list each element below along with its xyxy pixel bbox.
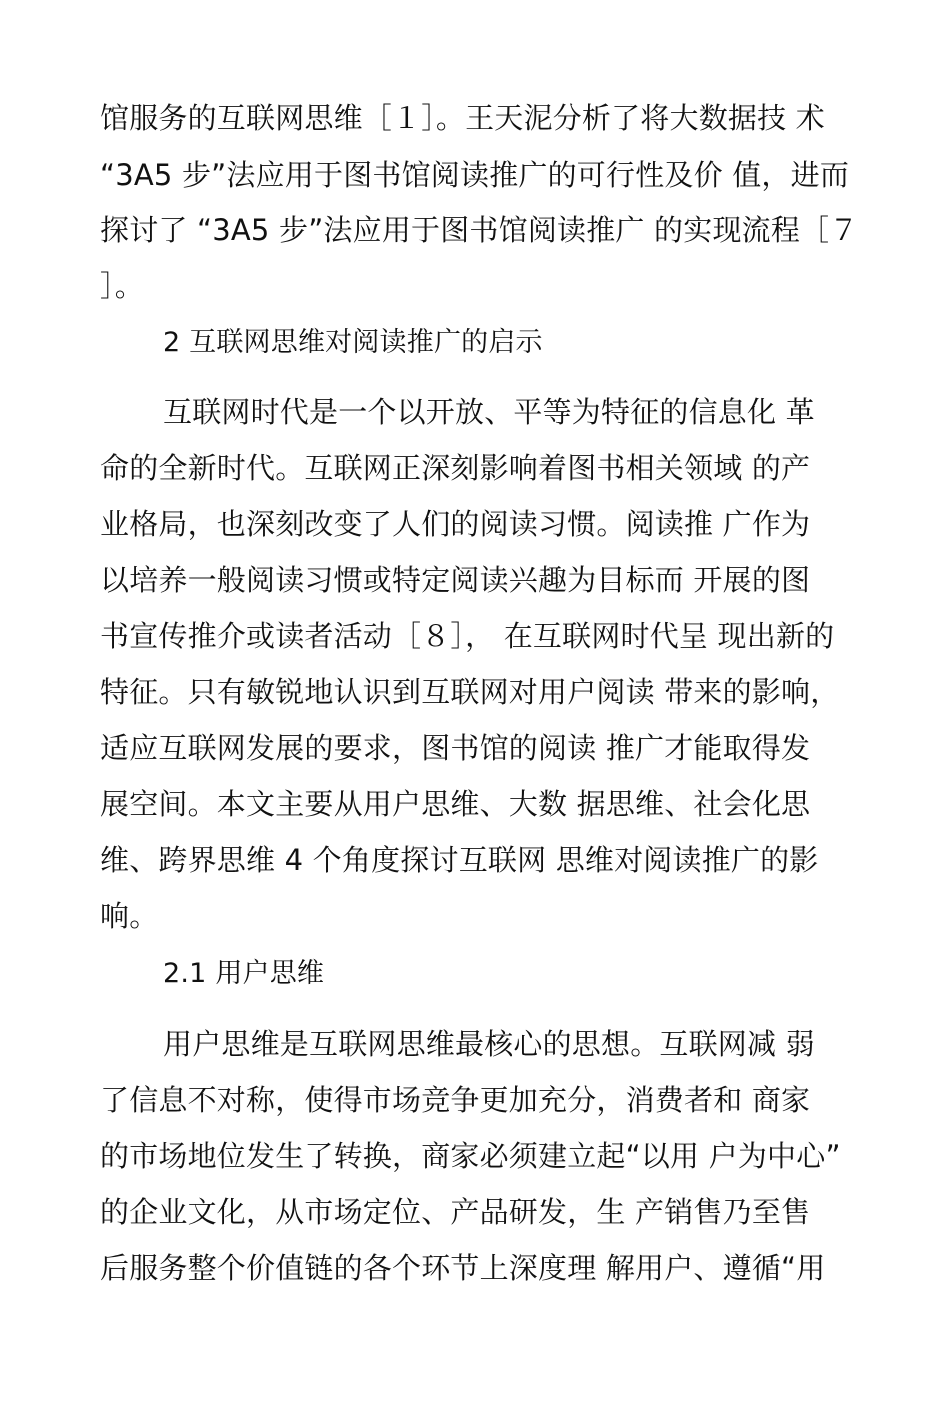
- paragraph-line: 馆服务的互联网思维［１］。王天泥分析了将大数据技 术: [100, 101, 825, 135]
- paragraph-line: 维、跨界思维 4 个角度探讨互联网 思维对阅读推广的影: [100, 843, 819, 877]
- paragraph-line: “3A5 步”法应用于图书馆阅读推广的可行性及价 值，进而: [100, 158, 850, 192]
- paragraph-line: 展空间。本文主要从用户思维、大数 据思维、社会化思: [100, 787, 811, 821]
- section-heading: 2 互联网思维对阅读推广的启示: [163, 327, 543, 358]
- paragraph-line: 特征。只有敏锐地认识到互联网对用户阅读 带来的影响，: [100, 675, 840, 709]
- paragraph-line: 的市场地位发生了转换，商家必须建立起“以用 户为中心”: [100, 1139, 841, 1173]
- paragraph-line: 命的全新时代。互联网正深刻影响着图书相关领域 的产: [100, 451, 811, 485]
- paragraph-line: 以培养一般阅读习惯或特定阅读兴趣为目标而 开展的图: [100, 563, 811, 597]
- paragraph-line: 适应互联网发展的要求，图书馆的阅读 推广才能取得发: [100, 731, 811, 765]
- paragraph-line: ］。: [100, 269, 144, 303]
- paragraph-line: 互联网时代是一个以开放、平等为特征的信息化 革: [163, 395, 815, 429]
- paragraph-line: 用户思维是互联网思维最核心的思想。互联网减 弱: [163, 1027, 815, 1061]
- subsection-heading: 2.1 用户思维: [163, 958, 325, 989]
- paragraph-line: 后服务整个价值链的各个环节上深度理 解用户、遵循“用: [100, 1251, 826, 1285]
- paragraph-line: 书宣传推介或读者活动［８］， 在互联网时代呈 现出新的: [100, 619, 835, 653]
- paragraph-line: 了信息不对称，使得市场竞争更加充分，消费者和 商家: [100, 1083, 811, 1117]
- paragraph-line: 的企业文化，从市场定位、产品研发，生 产销售乃至售: [100, 1195, 811, 1229]
- paragraph-line: 响。: [100, 899, 159, 933]
- paragraph-line: 业格局，也深刻改变了人们的阅读习惯。阅读推 广作为: [100, 507, 811, 541]
- paragraph-line: 探讨了 “3A5 步”法应用于图书馆阅读推广 的实现流程［７: [100, 213, 859, 247]
